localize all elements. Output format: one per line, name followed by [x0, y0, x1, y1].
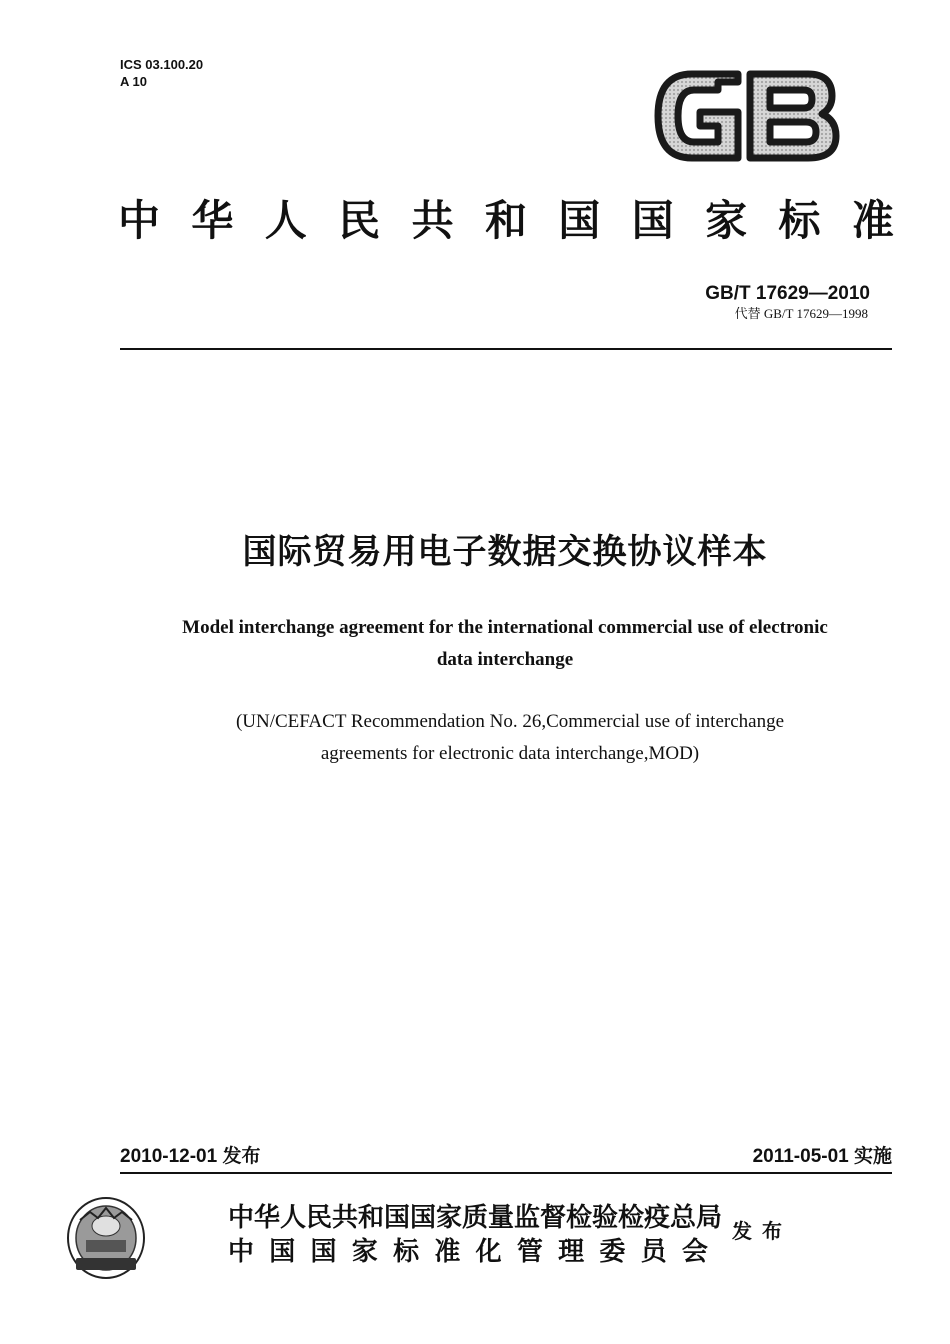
ics-number: ICS 03.100.20 — [120, 57, 204, 72]
heading-char: 中 — [118, 196, 161, 245]
issuer-char: 中 — [228, 1237, 255, 1267]
logo-letter-g — [658, 74, 738, 158]
heading-char: 和 — [484, 196, 527, 245]
recommendation-note — [120, 706, 900, 770]
note-line: (UN/CEFACT Recommendation No. 26,Commercial use of interchange — [235, 711, 785, 732]
issuer-char: 国 — [310, 1237, 337, 1267]
title-en-line: Model interchange agreement for the international commercial use of electronic — [182, 617, 828, 638]
heading-char: 民 — [338, 196, 381, 245]
heading-char: 国 — [558, 196, 601, 245]
title-en-line: data interchange — [436, 649, 574, 670]
heading-char: 人 — [264, 196, 307, 245]
note-line: agreements for electronic data interchange,MOD) — [320, 743, 700, 764]
issuer-char: 员 — [640, 1237, 667, 1267]
heading-char: 准 — [851, 196, 894, 245]
ccs-number: A 10 — [120, 74, 147, 89]
logo-letter-b — [750, 74, 836, 158]
issuer-char: 家 — [351, 1237, 378, 1267]
national-standard-heading — [118, 196, 894, 246]
issuer-char: 化 — [475, 1237, 502, 1267]
issue-date: 2010-12-01 发布 — [120, 1146, 261, 1167]
issuer-char: 会 — [681, 1237, 708, 1267]
standard-code: GB/T 17629—2010 — [705, 283, 870, 304]
issuer-char: 理 — [558, 1237, 585, 1267]
footer-divider — [120, 1172, 892, 1174]
classification-block — [120, 56, 203, 90]
heading-char: 家 — [705, 196, 748, 245]
heading-char: 共 — [411, 196, 454, 245]
issuer-aqsiq: 中华人民共和国国家质量监督检验检疫总局 — [228, 1203, 723, 1233]
issuer-char: 委 — [599, 1237, 626, 1267]
issuer-char: 准 — [434, 1237, 461, 1267]
replaces-standard: 代替 GB/T 17629—1998 — [734, 306, 868, 321]
header-divider — [120, 348, 892, 350]
heading-char: 标 — [778, 196, 821, 245]
gb-logo — [652, 68, 840, 164]
issuer-sac — [228, 1236, 708, 1268]
issuer-char: 管 — [516, 1237, 543, 1267]
issuer-char: 标 — [393, 1237, 420, 1267]
issuer-char: 国 — [269, 1237, 296, 1267]
document-title-cn: 国际贸易用电子数据交换协议样本 — [242, 532, 768, 572]
issuer-seal — [66, 1196, 146, 1280]
heading-char: 国 — [631, 196, 674, 245]
implementation-date: 2011-05-01 实施 — [752, 1146, 892, 1167]
heading-char: 华 — [191, 196, 234, 245]
issue-label: 发布 — [732, 1219, 792, 1243]
document-title-en — [110, 612, 900, 676]
